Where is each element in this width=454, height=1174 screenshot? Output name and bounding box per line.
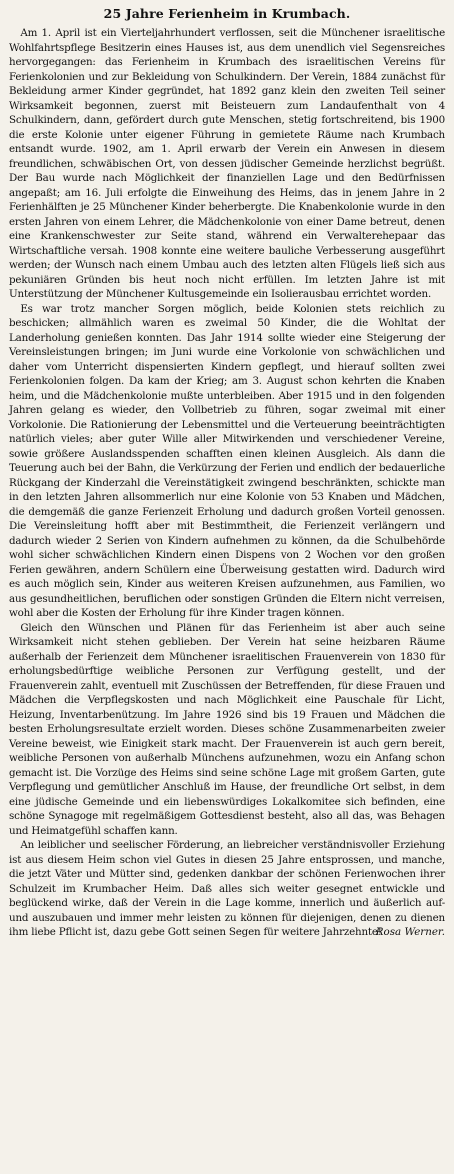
- author-signature: Rosa Werner.: [375, 926, 445, 938]
- article-paragraph-1: Am 1. April ist ein Vierteljahrhundert verflossen, seit die Münchener israelitische Wohlfahrtspflege Besitzerin eines Hauses ist, aus dem unendlich viel Segensreiches hervorgegangen: das Ferienheim in Krumbach des israelitischen Vereins für Ferienkolonien und zur Bekleidung von Schulkindern. Der Verein, 1884 zunächst für Bekleidung armer Kinder gegründet, hat 1892 ganz klein den zweiten Teil seiner Wirksamkeit begonnen, zuerst mit Beisteuern zum Landaufenthalt von 4 Schulkindern, dann, gefördert durch gute Menschen, stetig fortschreitend, bis 1900 die erste Kolonie unter eigener Führung in gemietete Räume nach Krumbach entsandt wurde. 1902, am 1. April erwarb der Verein ein Anwesen in diesem freundlichen, schwäbischen Ort, von dessen jüdischer Gemeinde herzlichst begrüßt. Der Bau wurde nach Möglichkeit der finanziellen Lage und den Bedürfnissen angepaßt; am 16. Juli erfolgte die Einweihung des Heims, das in jenem Jahre in 2 Ferienhälften je 25 Münchener Kinder beherbergte. Die Knabenkolonie wurde in den ersten Jahren von einem Lehrer, die Mädchenkolonie von einer Dame betreut, denen eine Krankenschwester zur Seite stand, während ein Verwalterehepaar das Wirtschaftliche versah. 1908 konnte eine weitere bauliche Verbesserung ausgeführt werden; der Wunsch nach einem Umbau auch des letzten alten Flügels ließ sich aus pekuniären Gründen bis heut noch nicht erfüllen. Im letzten Jahre ist mit Unterstützung der Münchener Kultusgemeinde ein Isolierausbau errichtet worden.: [9, 27, 445, 300]
- article-paragraph-2: Es war trotz mancher Sorgen möglich, beide Kolonien stets reichlich zu beschicken; allmählich waren es zweimal 50 Kinder, die die Wohltat der Landerholung genießen konnten. Das Jahr 1914 sollte wieder eine Steigerung der Vereinsleistungen bringen; im Juni wurde eine Vorkolonie von schwächlichen und daher vom Unterricht dispensierten Kindern gepflegt, und hierauf sollten zwei Ferienkolonien folgen. Da kam der Krieg; am 3. August schon kehrten die Knaben heim, und die Mädchenkolonie mußte unterbleiben. Aber 1915 und in den folgenden Jahren gelang es wieder, den Vollbetrieb zu führen, sogar zweimal mit einer Vorkolonie. Die Rationierung der Lebensmittel und die Verteuerung beeinträchtigten natürlich vieles; aber guter Wille aller Mitwirkenden und verschiedener Vereine, sowie größere Auslandsspenden schafften einen kleinen Ausgleich. Als dann die Teuerung auch bei der Bahn, die Verkürzung der Ferien und endlich der bedauerliche Rückgang der Kinderzahl die Vereinstätigkeit zwingend beschränkten, schickte man in den letzten Jahren allsommerlich nur eine Kolonie von 53 Knaben und Mädchen, die demgemäß die ganze Ferienzeit Erholung und dadurch großen Vorteil genossen. Die Vereinsleitung hofft aber mit Bestimmtheit, die Ferienzeit verlängern und dadurch wieder 2 Serien von Kindern aufnehmen zu können, da die Schulbehörde wohl sicher schwächlichen Kindern einen Dispens von 2 Wochen vor den großen Ferien gewähren, andern Schülern eine Überweisung gestatten wird. Dadurch wird es auch möglich sein, Kinder aus weiteren Kreisen aufzunehmen, aus Familien, wo aus gesundheitlichen, beruflichen oder sonstigen Gründen die Eltern nicht verreisen, wohl aber die Kosten der Erholung für ihre Kinder tragen können.: [9, 302, 445, 619]
- article-title: 25 Jahre Ferienheim in Krumbach.: [103, 6, 351, 21]
- article-paragraph-4: An leiblicher und seelischer Förderung, an liebreicher verständnisvoller Erziehung ist aus diesem Heim schon viel Gutes in diesen 25 Jahre entsprossen, und manche, die jetzt Väter und Mütter sind, gedenken dankbar der schönen Ferienwochen ihrer Schulzeit im Krumbacher Heim. Daß alles sich weiter gesegnet entwickle und beglückend wirke, daß der Verein in die Lage komme, innerlich und äußerlich auf- und auszubauen und immer mehr leisten zu können für diejenigen, denen zu dienen ihm liebe Pflicht ist, dazu gebe Gott seinen Segen für weitere Jahrzehnte!: [9, 839, 445, 938]
- article-paragraph-3: Gleich den Wünschen und Plänen für das Ferienheim ist aber auch seine Wirksamkeit nicht stehen geblieben. Der Verein hat seine heizbaren Räume außerhalb der Ferienzeit dem Münchener israelitischen Frauenverein von 1830 für erholungsbedürftige weibliche Personen zur Verfügung gestellt, und der Frauenverein zahlt, eventuell mit Zuschüssen der Betreffenden, für diese Frauen und Mädchen die Verpflegskosten und nach Möglichkeit eine Pauschale für Licht, Heizung, Inventarbenützung. Im Jahre 1926 sind bis 19 Frauen und Mädchen die besten Erholungsresultate erzielt worden. Dieses schöne Zusammenarbeiten zweier Vereine beweist, wie Einigkeit stark macht. Der Frauenverein ist auch gern bereit, weibliche Personen von außerhalb Münchens aufzunehmen, wozu ein Anfang schon gemacht ist. Die Vorzüge des Heims sind seine schöne Lage mit großem Garten, gute Verpflegung und gemütlicher Anschluß im Hause, der freundliche Ort selbst, in dem eine jüdische Gemeinde und ein liebenswürdiges Lokalkomitee sich befinden, eine schöne Synagoge mit regelmäßigem Gottesdienst besteht, also all das, was Behagen und Heimatgefühl schaffen kann.: [9, 621, 445, 837]
